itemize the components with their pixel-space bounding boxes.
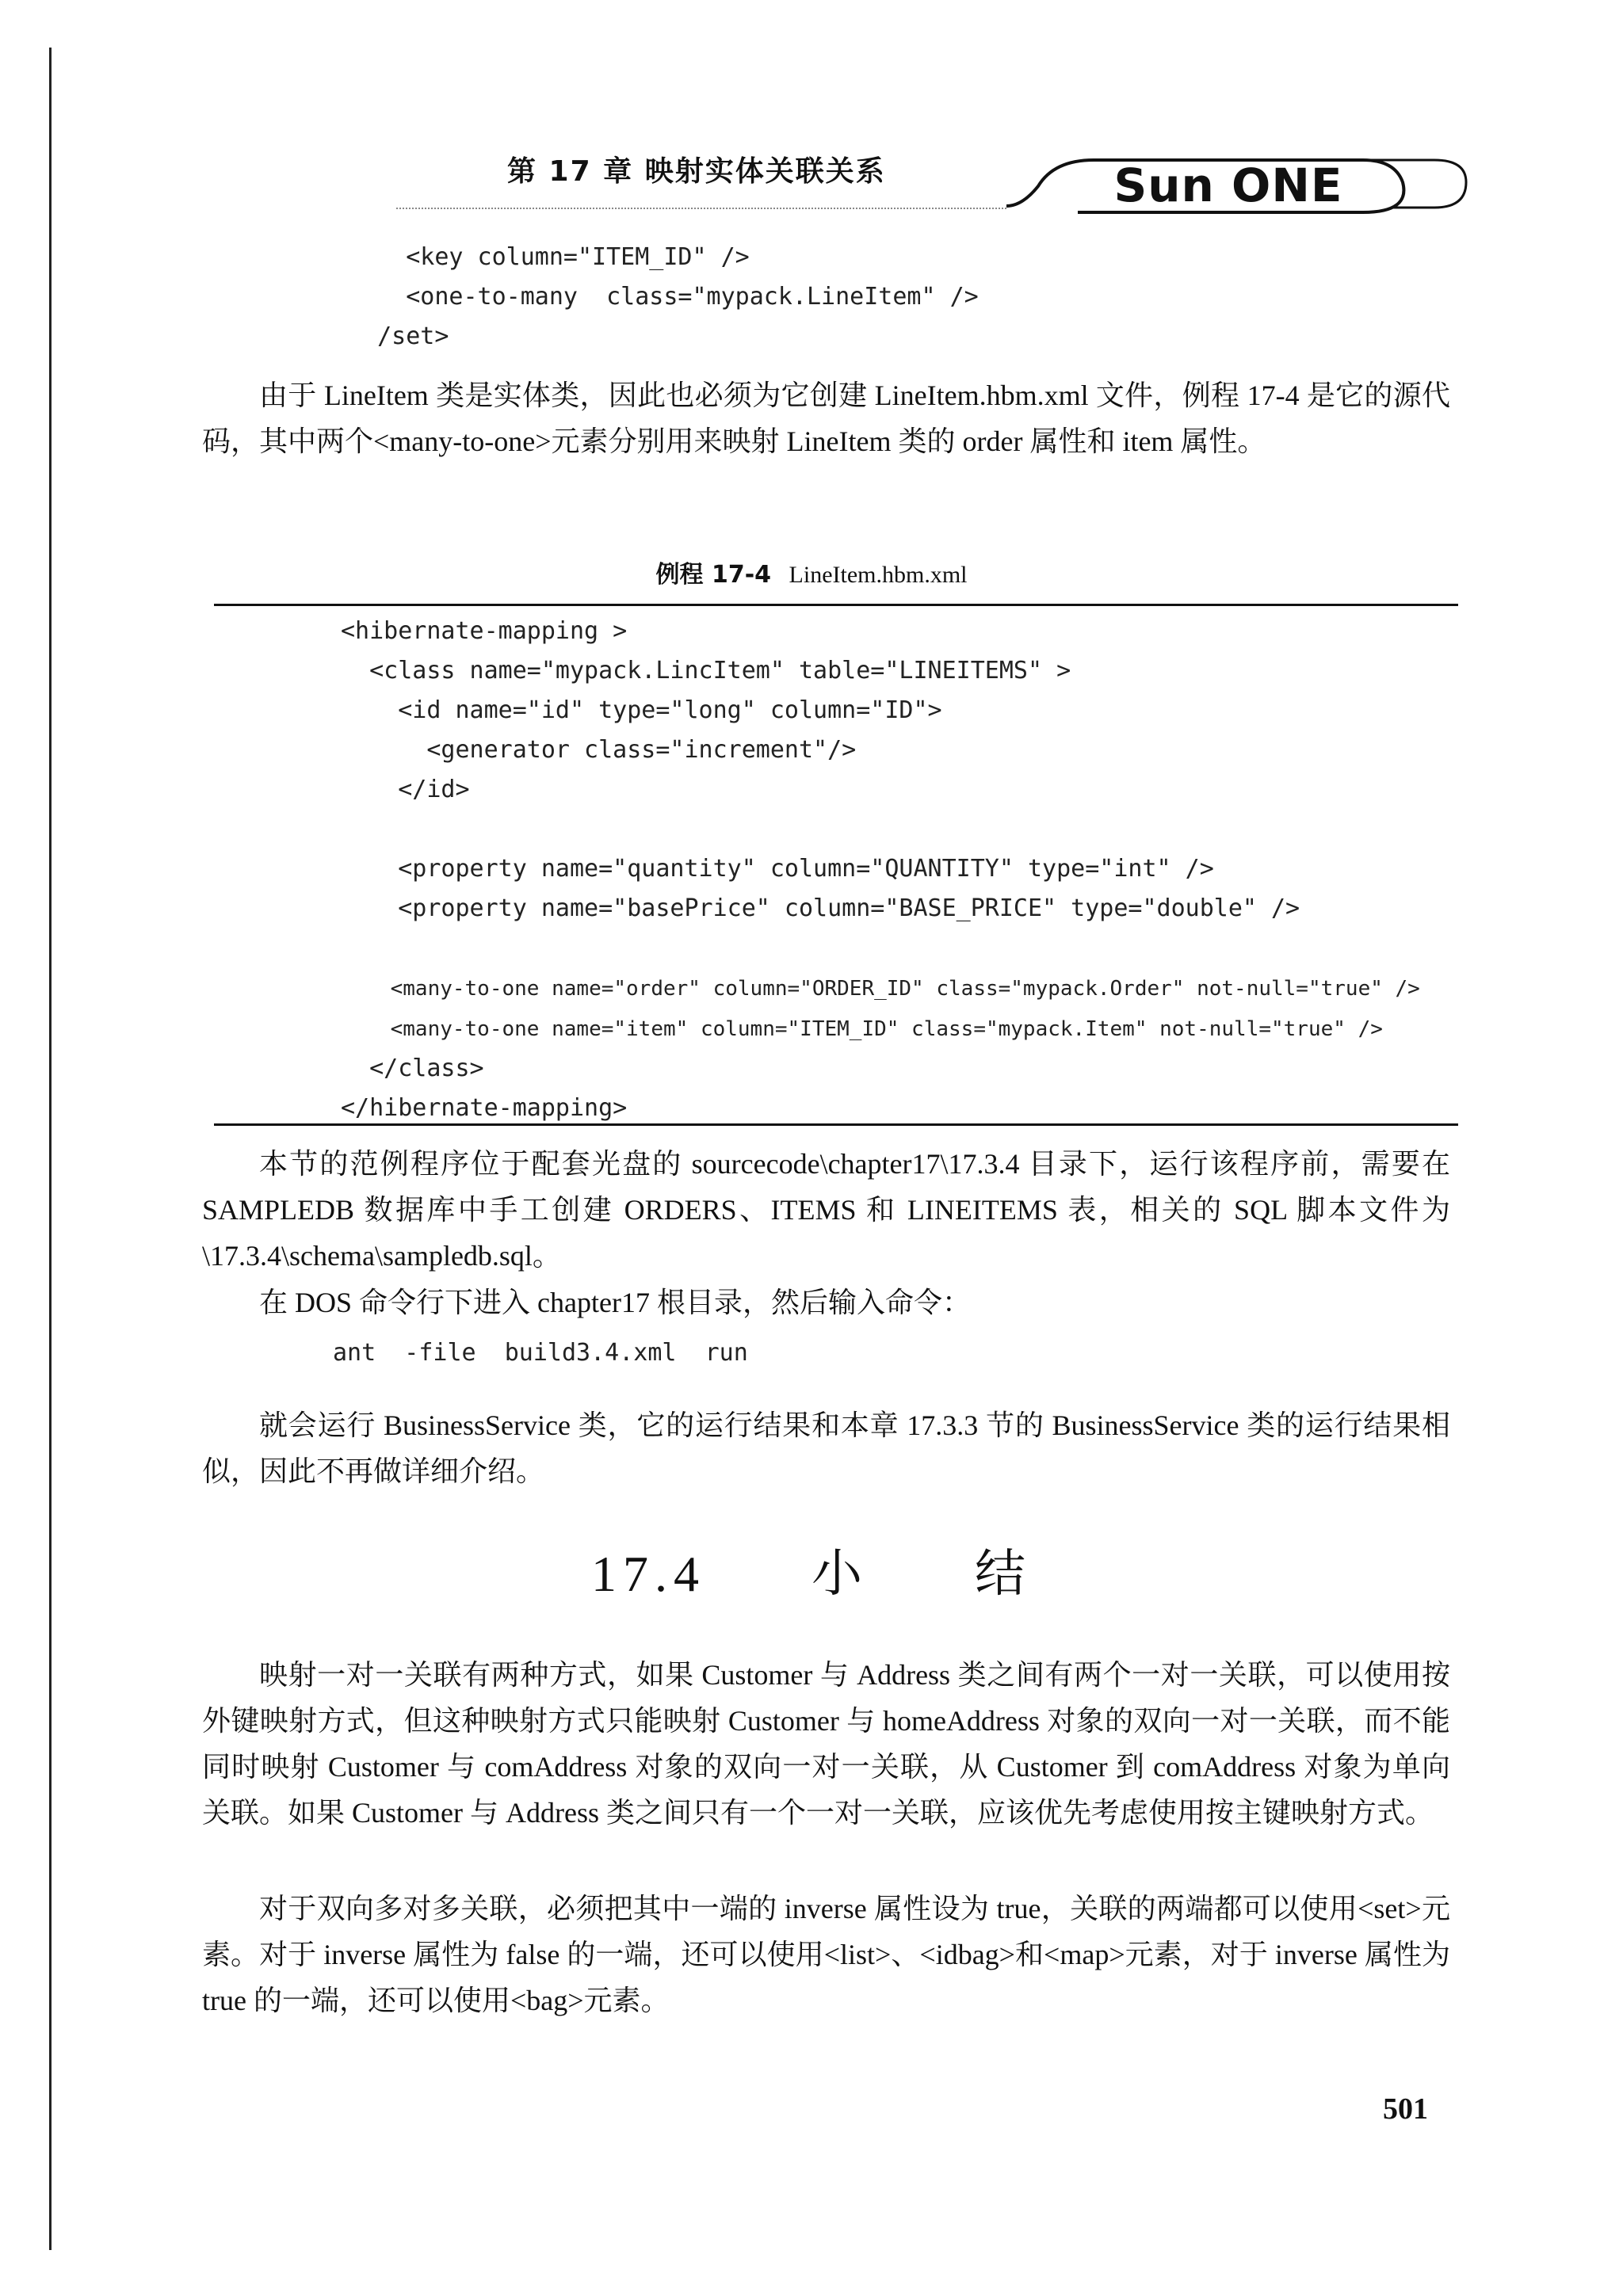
code-line: <class name="mypack.LincItem" table="LINEITEMS" > xyxy=(341,657,1071,685)
code-line: <one-to-many class="mypack.LineItem" /> xyxy=(349,283,979,311)
sun-one-logo xyxy=(991,151,1482,222)
listing-caption-label: 例程 17-4 xyxy=(655,561,772,589)
code-listing xyxy=(341,612,1420,1128)
command-line: ant -file build3.4.xml run xyxy=(333,1339,748,1367)
summary-paragraph-one-to-one: 映射一对一关联有两种方式，如果 Customer 与 Address 类之间有两个一对一关联，可以使用按外键映射方式，但这种映射方式只能映射 Customer 与 homeAddress 对象的双向一对一关联，而不能同时映射 Customer 与 comAddress 对象的双向一对一关联，从 Customer 到 comAddress 对象为单向关联。如果 Customer 与 Address 类之间只有一个一对一关联，应该优先考虑使用按主键映射方式。 xyxy=(202,1659,1450,1829)
section-title: 17.4 小 结 xyxy=(591,1546,1032,1602)
binding-edge-line xyxy=(49,48,52,2250)
code-line: <property name="basePrice" column="BASE_PRICE" type="double" /> xyxy=(341,894,1300,922)
paragraph-dos-instruction: 在 DOS 命令行下进入 chapter17 根目录，然后输入命令： xyxy=(259,1287,971,1318)
code-line: <generator class="increment"/> xyxy=(341,736,857,764)
code-fragment-top xyxy=(349,238,979,357)
page-number: 501 xyxy=(1383,2092,1428,2126)
code-line: </id> xyxy=(341,776,470,803)
logo-text: Sun ONE xyxy=(1113,158,1343,212)
code-line: </class> xyxy=(341,1055,484,1082)
code-line: /set> xyxy=(349,322,449,350)
listing-top-rule xyxy=(214,604,1458,606)
code-line: <many-to-one name="item" column="ITEM_ID" class="mypack.Item" not-null="true" /> xyxy=(341,1017,1383,1041)
code-line: <property name="quantity" column="QUANTITY" type="int" /> xyxy=(341,855,1214,883)
header-rule xyxy=(396,208,1006,209)
summary-paragraph-many-to-many: 对于双向多对多关联，必须把其中一端的 inverse 属性设为 true，关联的两端都可以使用<set>元素。对于 inverse 属性为 false 的一端，还可以使用<list>、<idbag>和<map>元素，对于 inverse 属性为 true 的一端，还可以使用<bag>元素。 xyxy=(202,1893,1450,2016)
listing-caption-file: LineItem.hbm.xml xyxy=(789,562,968,588)
running-header: 第 17 章 映射实体关联关系 xyxy=(507,155,886,188)
code-line: <hibernate-mapping > xyxy=(341,617,628,645)
listing-bottom-rule xyxy=(214,1123,1458,1126)
code-line: <key column="ITEM_ID" /> xyxy=(349,243,750,271)
listing-caption xyxy=(0,555,1623,589)
code-line: <many-to-one name="order" column="ORDER_ID" class="mypack.Order" not-null="true" /> xyxy=(341,977,1420,1001)
intro-paragraph: 由于 LineItem 类是实体类，因此也必须为它创建 LineItem.hbm.xml 文件，例程 17-4 是它的源代码，其中两个<many-to-one>元素分别用来映射 LineItem 类的 order 属性和 item 属性。 xyxy=(202,379,1450,457)
code-line: <id name="id" type="long" column="ID"> xyxy=(341,696,942,724)
code-line: </hibernate-mapping> xyxy=(341,1094,628,1122)
paragraph-directory-note: 本节的范例程序位于配套光盘的 sourcecode\chapter17\17.3.4 目录下，运行该程序前，需要在 SAMPLEDB 数据库中手工创建 ORDERS、ITEMS 和 LINEITEMS 表，相关的 SQL 脚本文件为\17.3.4\schema\sampledb.sql。 xyxy=(202,1148,1450,1272)
paragraph-run-result: 就会运行 BusinessService 类，它的运行结果和本章 17.3.3 节的 BusinessService 类的运行结果相似，因此不再做详细介绍。 xyxy=(202,1409,1450,1487)
